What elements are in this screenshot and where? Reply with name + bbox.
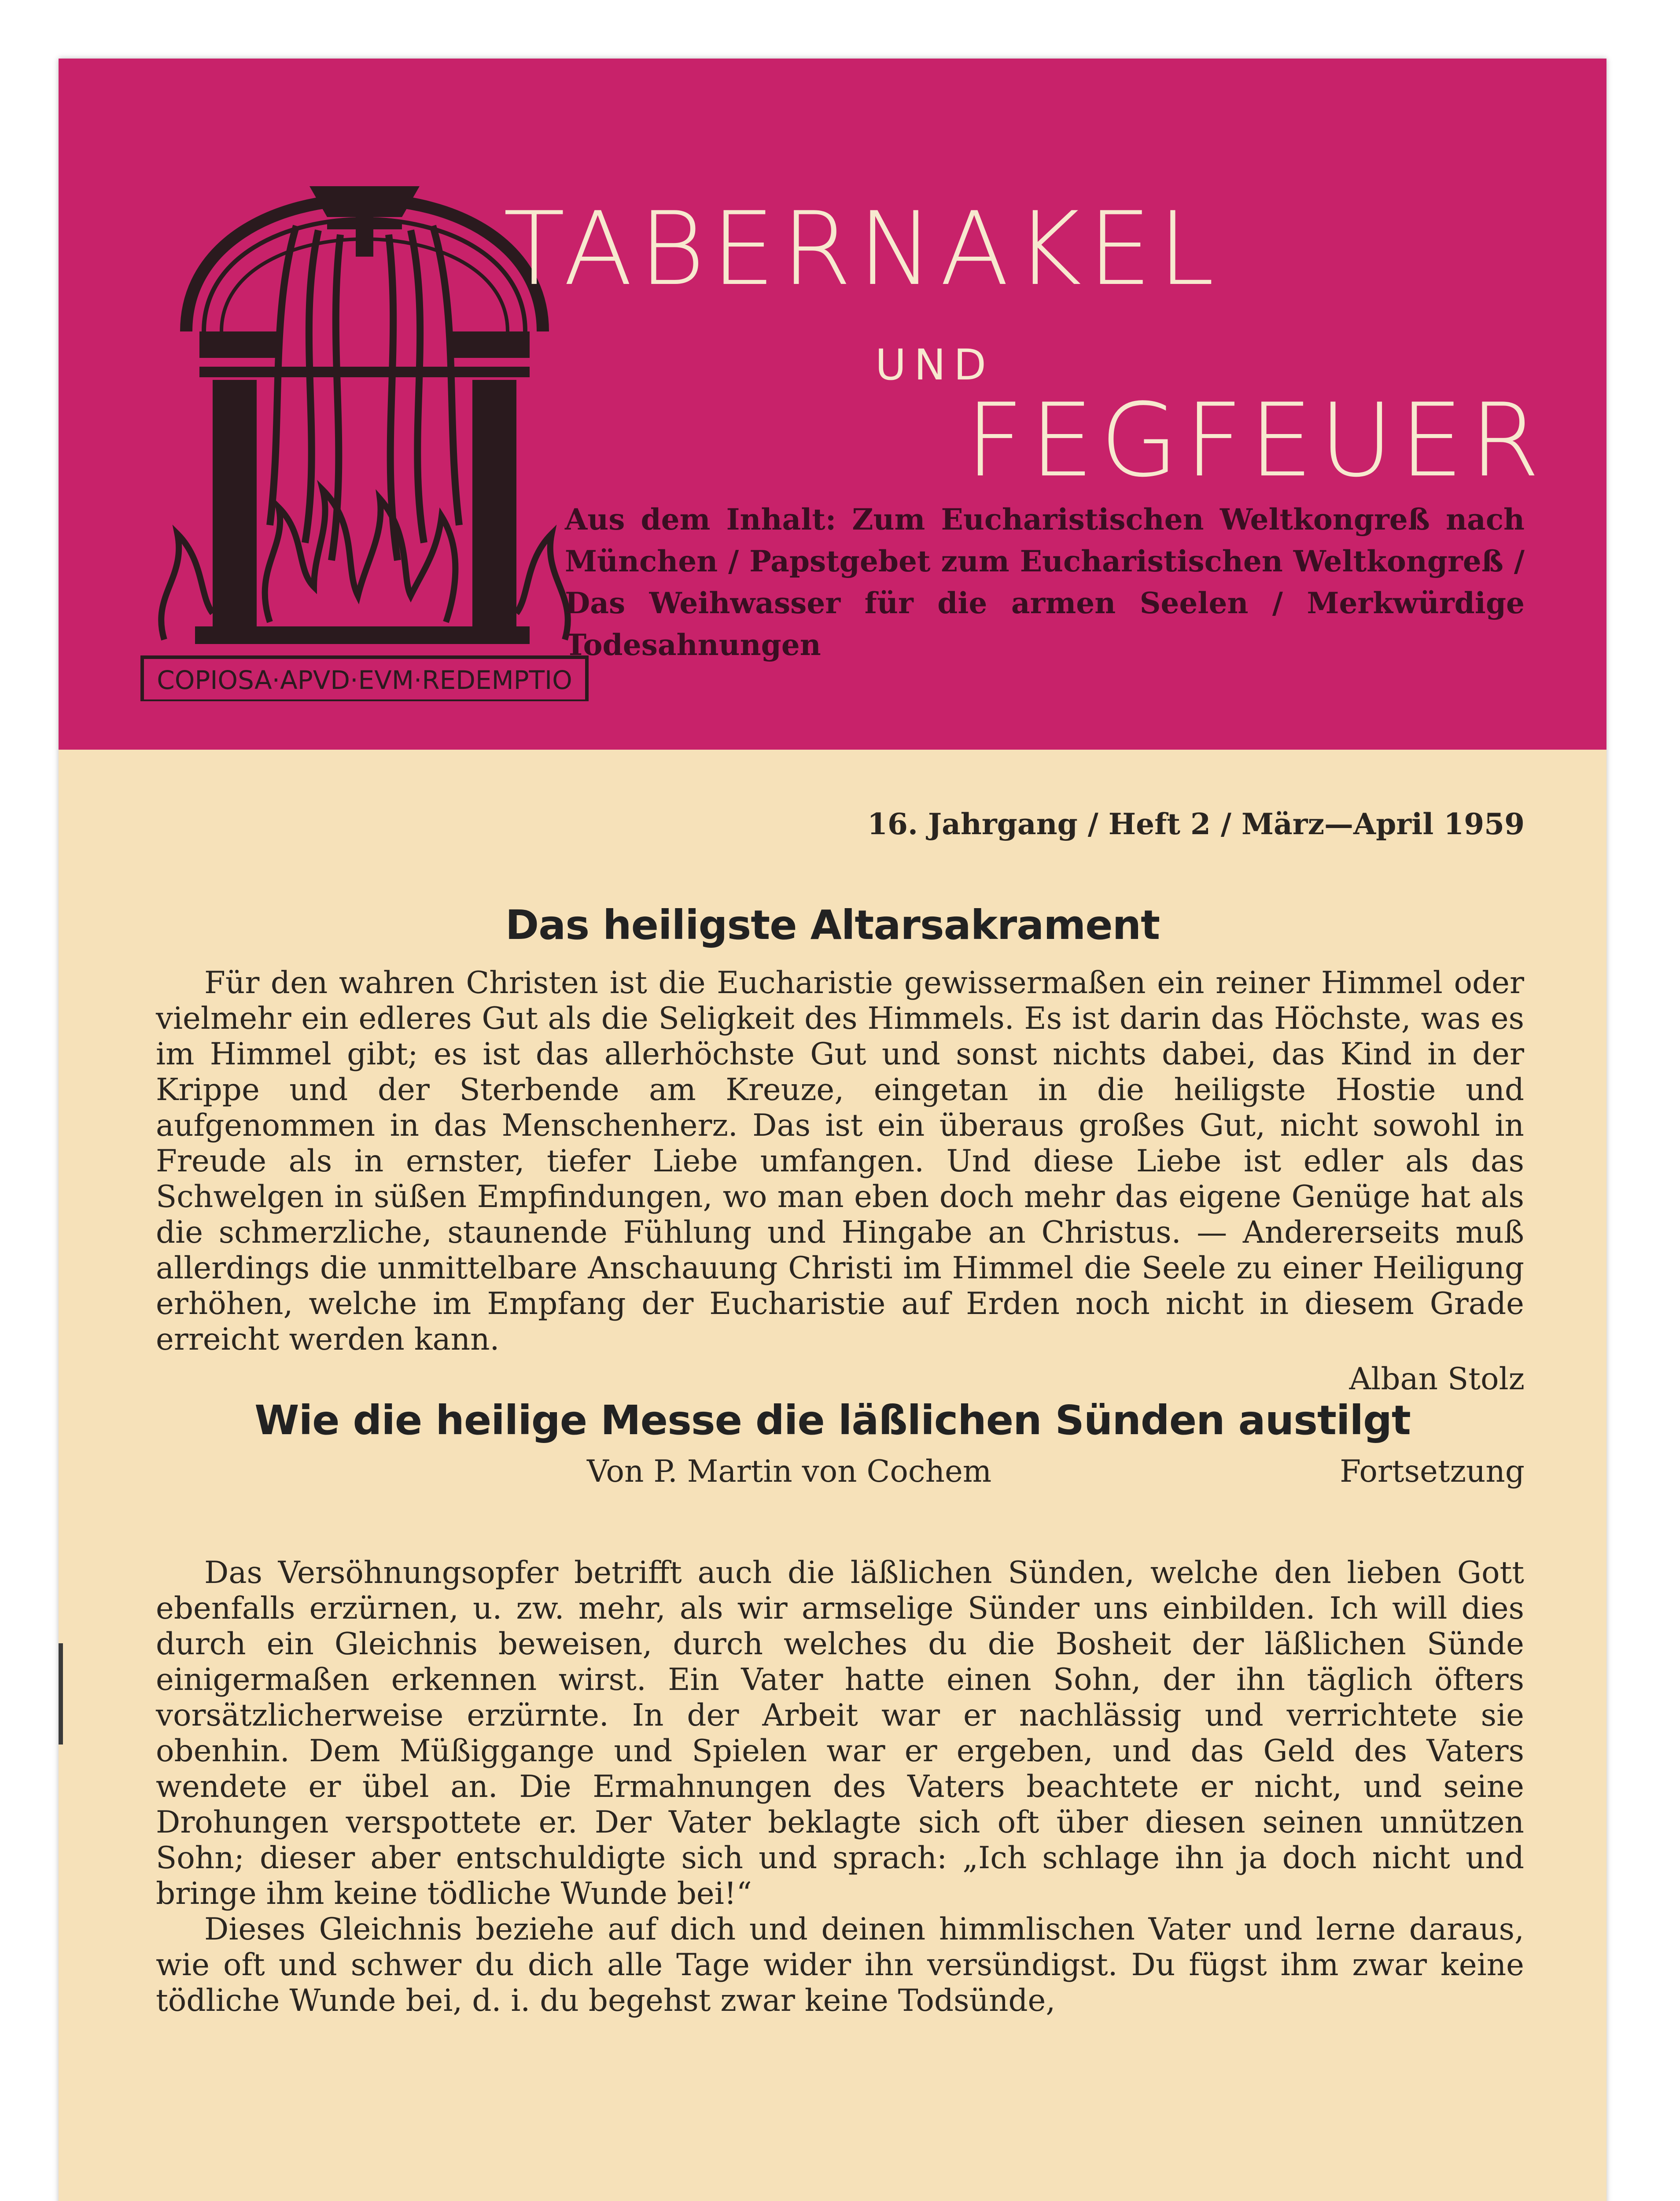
article2-paragraph-1: Das Versöhnungsopfer betrifft auch die läßlichen Sünden, welche den lieben Gott ebenfalls erzürnen, u. zw. mehr, als wir armselige Sünder uns einbilden. Ich will dies durch ein Gleichnis beweisen, durch welches du die Bosheit der läßlichen Sünde einigermaßen erkennen wirst. Ein Vater hatte einen Sohn, der ihn täglich öfters vorsätzlicherweise erzürnte. In der Arbeit war er nachlässig und verrichtete sie obenhin. Dem Müßiggange und Spielen war er ergeben, und das Geld des Vaters wendete er übel an. Die Ermahnungen des Vaters beachtete er nicht, und seine Drohungen verspottete er. Der Vater beklagte sich oft über diesen seinen unnützen Sohn; dieser aber entschuldigte sich und sprach: „Ich schlage ihn ja doch nicht und bringe ihm keine tödliche Wunde bei!“ xyxy=(156,1555,1524,1911)
article2-continuation: Fortsetzung xyxy=(1340,1454,1525,1489)
tabernacle-flame-emblem xyxy=(138,85,591,701)
article1-title: Das heiligste Altarsakrament xyxy=(505,902,1160,949)
title-und: UND xyxy=(875,340,994,390)
cover-header xyxy=(59,59,1606,750)
magazine-cover-page xyxy=(59,59,1606,2201)
emblem-motto: COPIOSA·APVD·EVM·REDEMPTIO xyxy=(157,665,572,695)
article2-byline: Von P. Martin von Cochem xyxy=(587,1454,992,1489)
table-of-contents: Aus dem Inhalt: Zum Eucharistischen Weltkongreß nach München / Papstgebet zum Eucharistischen Weltkongreß / Das Weihwasser für die armen Seelen / Merkwürdige Todesahnungen xyxy=(565,502,1525,662)
article2-paragraph-2: Dieses Gleichnis beziehe auf dich und deinen himmlischen Vater und lerne daraus, wie oft und schwer du dich alle Tage wider ihn versündigst. Du fügst ihm zwar keine tödliche Wunde bei, d. i. du begehst zwar keine Todsünde, xyxy=(156,1912,1524,2018)
title-tabernakel: TABERNAKEL xyxy=(503,191,1221,308)
issue-line: 16. Jahrgang / Heft 2 / März—April 1959 xyxy=(867,807,1525,841)
article1-body xyxy=(156,965,1524,1358)
title-fegfeuer: FEGFEUER xyxy=(965,382,1546,500)
article2-body xyxy=(156,1555,1524,2019)
staple-bottom xyxy=(59,1643,63,1745)
article2-title: Wie die heilige Messe die läßlichen Sünden austilgt xyxy=(254,1397,1411,1444)
article1-author: Alban Stolz xyxy=(1349,1362,1525,1397)
article1-paragraph: Für den wahren Christen ist die Eucharistie gewissermaßen ein reiner Himmel oder vielmehr ein edleres Gut als die Seligkeit des Himmels. Es ist darin das Höchste, was es im Himmel gibt; es ist das allerhöchste Gut und sonst nichts dabei, das Kind in der Krippe und der Sterbende am Kreuze, eingetan in die heiligste Hostie und aufgenommen in das Menschenherz. Das ist ein überaus großes Gut, nicht sowohl in Freude als in ernster, tiefer Liebe umfangen. Und diese Liebe ist edler als das Schwelgen in süßen Empfindungen, wo man eben doch mehr das eigene Genüge hat als die schmerzliche, staunende Fühlung und Hingabe an Christus. — Andererseits muß allerdings die unmittelbare Anschauung Christi im Himmel die Seele zu einer Heiligung erhöhen, welche im Empfang der Eucharistie auf Erden noch nicht in diesem Grade erreicht werden kann. xyxy=(156,965,1524,1357)
